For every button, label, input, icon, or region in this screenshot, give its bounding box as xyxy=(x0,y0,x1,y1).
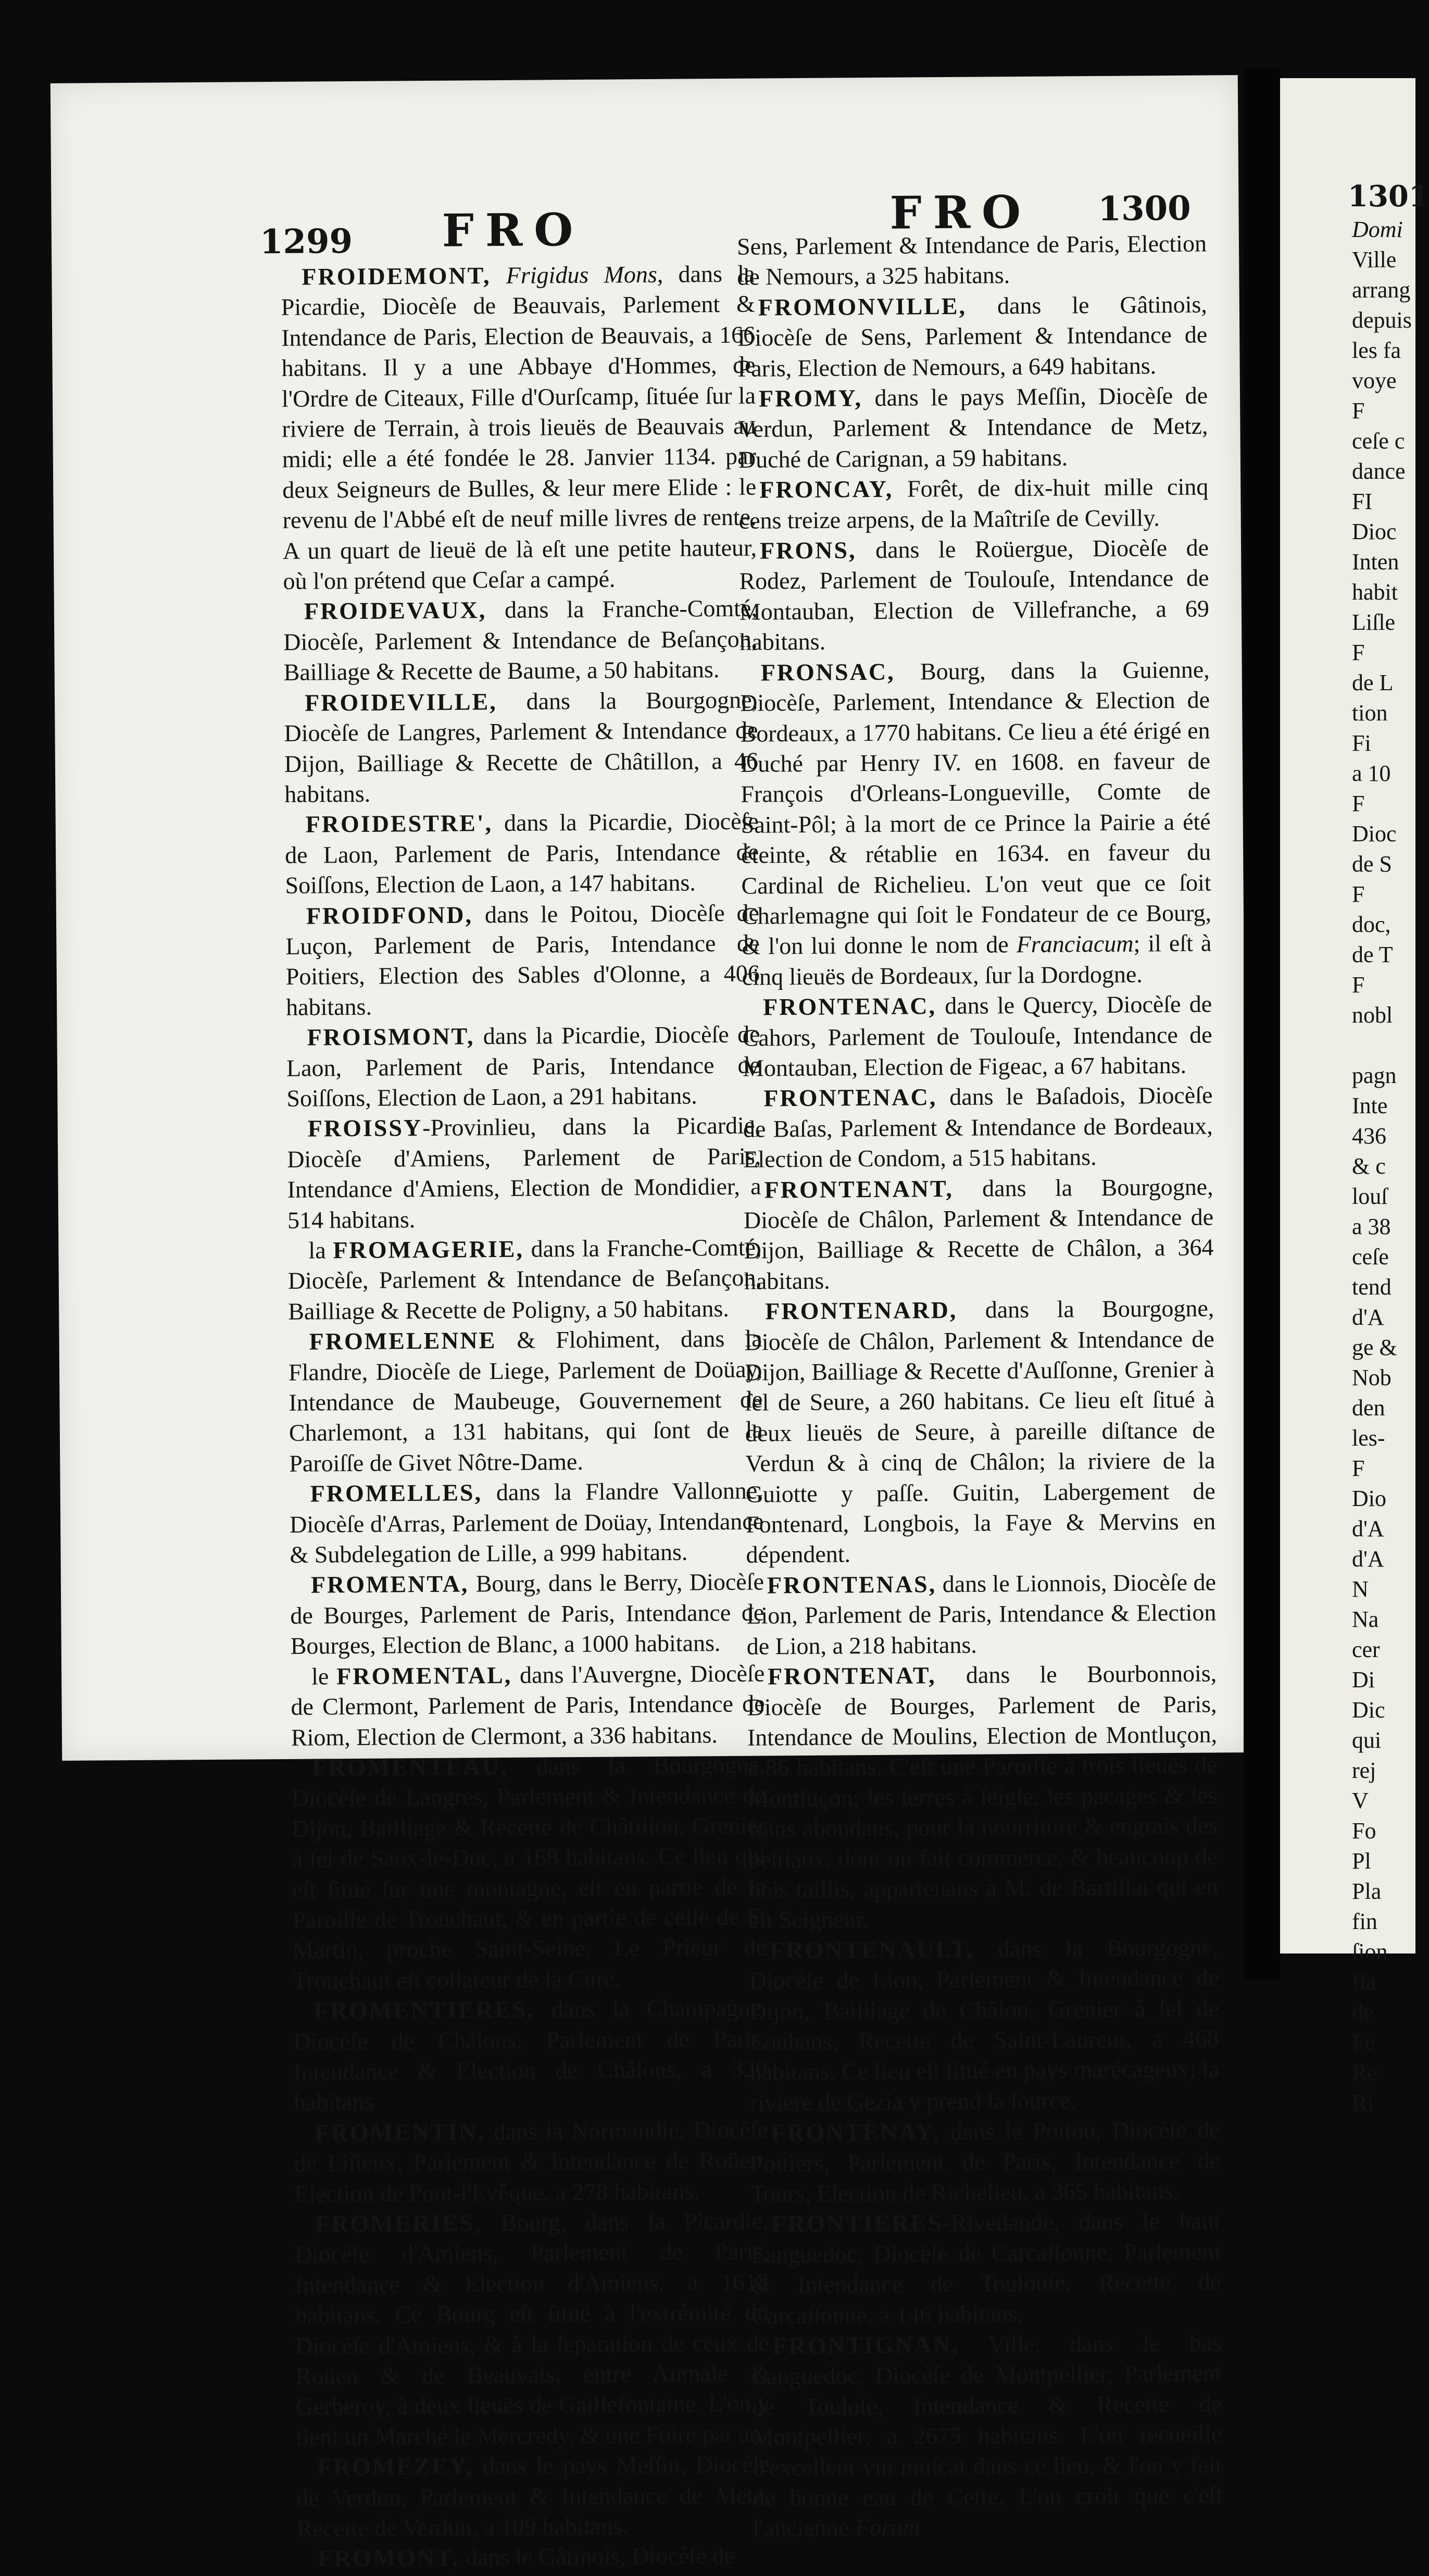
text-column-1 xyxy=(281,259,771,2574)
dictionary-entry xyxy=(283,593,758,688)
entry-headword: FRONTENAC, xyxy=(763,1084,937,1112)
fragment-line: Dio xyxy=(1352,1486,1386,1511)
fragment-line: ceſe xyxy=(1352,1244,1389,1270)
fragment-line: tion xyxy=(1352,700,1388,726)
fragment-line: FI xyxy=(1352,489,1373,514)
running-head-right: FRO xyxy=(889,185,1033,240)
fragment-line: les- xyxy=(1352,1425,1385,1451)
folio-next: 1301 xyxy=(1348,179,1429,214)
fragment-line: pagn xyxy=(1352,1063,1397,1088)
entry-headword: FRONTIERES xyxy=(771,2209,943,2237)
dictionary-entry xyxy=(287,1233,762,1327)
entry-text: Sens, Parlement & Intendance de Paris, Election de Nemours, a 325 habitans. xyxy=(736,230,1207,291)
entry-headword: FROMAGERIE, xyxy=(333,1235,524,1264)
dictionary-entry xyxy=(750,2206,1221,2331)
fragment-line: N xyxy=(1352,1576,1369,1602)
dictionary-entry xyxy=(739,533,1210,658)
entry-headword: FROMENTAL, xyxy=(336,1661,512,1689)
entry-headword: FRONCAY, xyxy=(759,475,894,503)
entry-text: dans la Bourgogne, Diocèſe de Châlon, Parlement & Intendance de Dijon, Bailliage & Recette d'Auſſonne, Grenier à ſel de Seure, a 260 habitans. Ce lieu eſt ſitué à deux lieuës de Seure, à pareille diſtance de Verdun & à cinq de Châlon; la riviere de la Guiotte y paſſe. Guitin, Labergement de Fontenard, Longbois, la Faye & Mervins en dépendent. xyxy=(744,1295,1216,1569)
fragment-line: Ri xyxy=(1352,2090,1374,2115)
entry-headword: FROIDFOND, xyxy=(306,901,473,929)
entry-headword: FROMY, xyxy=(758,384,863,412)
dictionary-entry xyxy=(747,1659,1219,1936)
dictionary-entry xyxy=(288,1324,763,1479)
fragment-line: fin xyxy=(1352,1909,1377,1934)
fragment-line: doc, xyxy=(1352,912,1391,937)
fragment-line: d'A xyxy=(1352,1516,1384,1541)
running-head-left: FRO xyxy=(442,203,585,257)
entry-headword: FROIDEVILLE, xyxy=(304,688,497,716)
fragment-line: de T xyxy=(1352,942,1393,967)
fragment-line: F xyxy=(1352,640,1365,665)
entry-text: dans la Picardie, Diocèſe de Laon, Parlement de Paris, Intendance de Soiſſons, Election de Laon, a 291 habitans. xyxy=(286,1021,761,1112)
entry-headword: FRONTIGNAN, xyxy=(772,2331,960,2359)
entry-headword: FROMEZEY, xyxy=(317,2453,473,2481)
entry-headword: FROMENTIN, xyxy=(315,2118,486,2146)
fragment-line: Fi xyxy=(1352,730,1371,756)
entry-text: dans le Gâtinois, Diocèſe de Sens, Parlement & Intendance de Paris, Election de Nemours, a 649 habitans. xyxy=(737,291,1208,382)
entry-headword: FRONTENANT, xyxy=(764,1175,954,1203)
fragment-line: Inte xyxy=(1352,1093,1388,1118)
fragment-line: fla xyxy=(1352,1969,1376,1995)
entry-headword: FROISSY xyxy=(307,1114,423,1142)
entry-article: la xyxy=(308,1237,333,1264)
entry-text: dans la Franche-Comté, Diocèſe, Parlement & Intendance de Beſançon, Bailliage & Recette de Poligny, a 50 habitans. xyxy=(287,1234,762,1325)
entry-text: dans la Picardie, Diocèſe de Laon, Parlement de Paris, Intendance de Soiſſons, Election de Laon, a 147 habitans. xyxy=(284,807,759,899)
entry-headword: FROMERIES, xyxy=(315,2209,482,2237)
dictionary-entry xyxy=(285,806,759,901)
entry-headword: FROIDEMONT, xyxy=(302,262,491,290)
dictionary-entry xyxy=(291,1749,767,1996)
dictionary-entry xyxy=(296,2449,771,2544)
fragment-line: Di xyxy=(1352,1667,1375,1693)
entry-text: dans le Poitou, Diocèſe de Poitiers, Parlement de Paris, Intendance de Tours, Election de Richelieu, a 365 habitans. xyxy=(750,2116,1220,2207)
entry-text: dans le Lionnois, Diocèſe de Lion, Parlement de Paris, Intendance & Election de Lion, a 218 habitans. xyxy=(746,1569,1217,1660)
fragment-line: Fo xyxy=(1352,1818,1376,1844)
entry-text: Forêt, de dix-huit mille cinq cens treize arpens, de la Maîtriſe de Cevilly. xyxy=(738,473,1209,534)
entry-headword: FROMONVILLE, xyxy=(758,292,967,321)
entry-text: dans la Flandre Vallonne, Diocèſe d'Arras, Parlement de Doüay, Intendance & Subdelegation de Lille, a 999 habitans. xyxy=(289,1477,764,1568)
book-page-right-fragment xyxy=(1280,78,1429,2115)
entry-headword: FROMENTA, xyxy=(310,1570,469,1599)
fragment-line: ſion xyxy=(1352,1939,1388,1964)
entry-headword: FRONSAC, xyxy=(760,658,895,686)
entry-headword: FROMENTEAU, xyxy=(312,1752,509,1781)
entry-text: Bourg, dans la Picardie, Diocèſe d'Amiens, Parlement de Paris, Intendance & Election d'Amiens, a 1612 habitans. Ce Bourg eſt ſitué à l'extrémité du Diocèſe d'Amiens, & à la ſeparation de ceux de Roüen & de Beauvais, entre Aumale & Gerberoy, à deux lieuës de Gaillefontaine. L'on y tient un Marché le Mercredy, & une Foire par an. xyxy=(294,2207,770,2450)
entry-text: & Flohiment, dans la Flandre, Diocèſe de Liege, Parlement de Doüay, Intendance de Maubeuge, Gouvernement de Charlemont, a 131 habitans, qui ſont de la Paroiſſe de Givet Nôtre-Dame. xyxy=(288,1325,763,1477)
entry-latin-name: Frigidus Mons xyxy=(506,260,657,289)
entry-headword: FROISMONT, xyxy=(307,1023,475,1051)
dictionary-entry xyxy=(284,685,759,810)
entry-text: dans la Normandie, Diocèſe de Liſieux, Parlement & Intendance de Roüen, Election de Pont-l'Evêque, a 278 habitans. xyxy=(294,2116,768,2207)
fragment-line: de S xyxy=(1352,851,1392,877)
dictionary-entry xyxy=(291,1658,765,1753)
entry-text: Ville, dans le bas Languedoc, Diocèſe de Montpellier, Parlement de Touloſe, Intendance & Recette de Montpellier, a 2675 habitans. L'on recueille d'excellent vin muſcat dans ce lieu, & l'on y fait de bonne eau de Cette. L'on croit que c'eſt l'ancienne xyxy=(751,2329,1223,2542)
entry-headword: FRONTENAY, xyxy=(771,2118,940,2146)
fragment-line: V xyxy=(1352,1788,1369,1813)
entry-text: dans l'Auvergne, Diocèſe de Clermont, Parlement de Paris, Intendance de Riom, Election de Clermont, a 336 habitans. xyxy=(291,1660,765,1751)
entry-headword: FRONS, xyxy=(759,537,857,564)
dictionary-entry xyxy=(290,1567,764,1662)
entry-headword: FROMELLES, xyxy=(310,1479,483,1507)
entry-text: dans la Champagne, Diocèſe de Châlons, Parlement de Paris, Intendance & Election de Châlons, a 320 habitans xyxy=(293,1994,768,2116)
entry-text: -Provinlieu, dans la Picardie, Diocèſe d'Amiens, Parlement de Paris, Intendance d'Amiens, Election de Mondidier, a 514 habitans. xyxy=(287,1112,761,1234)
dictionary-entry xyxy=(281,259,757,597)
dictionary-entry xyxy=(285,898,760,1023)
entry-text-tail: ; il eſt à cinq lieuës de Bordeaux, ſur la Dordogne. xyxy=(742,929,1212,990)
entry-text: dans le pays Meſſin, Diocèſe de Verdun, Parlement & Intendance de Metz, Duché de Carignan, a 59 habitans. xyxy=(738,382,1208,473)
fragment-line: rej xyxy=(1352,1758,1376,1783)
entry-headword: FRONTENAC, xyxy=(763,992,937,1021)
dictionary-entry xyxy=(746,1567,1217,1662)
entry-text: dans le pays Meſſin, Diocèſe de Verdun, Parlement & Intendance de Metz, Recette de Verdun, a 109 habitans. xyxy=(296,2450,771,2542)
dictionary-entry xyxy=(737,289,1208,384)
fragment-line: a 38 xyxy=(1352,1214,1391,1239)
entry-text: dans la Franche-Comté, Diocèſe, Parlement & Intendance de Beſançon, Bailliage & Recette de Baume, a 50 habitans. xyxy=(283,595,758,686)
entry-text: Bourg, dans la Guienne, Diocèſe, Parlement, Intendance & Election de Bordeaux, a 1770 habitans. Ce lieu a été érigé en Duché par Henry IV. en 1608. en faveur de François d'Orleans-Longueville, Comte de Saint-Pôl; à la mort de ce Prince la Pairie a été éteinte, & rétablie en 1634. en faveur du Cardinal de Richelieu. L'on veut que ce ſoit Charlemagne qui ſoit le Fondateur de ce Bourg, & l'on lui donne le nom de xyxy=(739,656,1212,960)
entry-headword: FRONTENAS, xyxy=(767,1571,937,1599)
entry-headword: FRONTENAT, xyxy=(767,1662,936,1690)
entry-text: dans la Bourgogne, Diocèſe de Châlon, Parlement & Intendance de Dijon, Bailliage & Recette de Châlon, a 364 habitans. xyxy=(743,1173,1214,1295)
entry-text: dans le Quercy, Diocèſe de Cahors, Parlement de Toulouſe, Intendance de Montauban, Election de Figeac, a 67 habitans. xyxy=(742,990,1212,1081)
entry-text: dans le Bourbonnois, Diocèſe de Bourges, Parlement de Paris, Intendance de Moulins, Election de Montluçon, a 86 habitans. C'eſt une Paroiſſe à trois lieuës de Montluçon; les terres à ſeigle, les pacages & les foins abondans, pour la nourriture & engrais des beſtiaux, dont on fait commerce, & beaucoup de bois taillis, appartenans à M. de Bartillat qui en eſt Seigneur. xyxy=(747,1660,1219,1934)
dictionary-entry xyxy=(290,1476,764,1571)
fragment-line: F xyxy=(1352,1455,1365,1481)
entry-headword: FROMONT, xyxy=(317,2544,460,2572)
fragment-line: arrang xyxy=(1352,277,1411,303)
fragment-line: Dioc xyxy=(1352,519,1397,544)
entry-text: Bourg, dans le Berry, Diocèſe de Bourges, Parlement de Paris, Intendance de Bourges, Election de Blanc, a 1000 habitans. xyxy=(290,1568,764,1660)
entry-text: -Rivedande, dans le haut Languedoc, Diocèſe de Carcaſſonne, Parlement & Intendance de Toulouſe, Recette de Carcaſſonne, a 146 habitans. xyxy=(750,2207,1221,2329)
entry-latin-name: Forum xyxy=(855,2513,921,2541)
fragment-line: F xyxy=(1352,881,1365,907)
fragment-line: nobl xyxy=(1352,1002,1393,1028)
entry-text: dans la Bourgogne, Diocèſe de Langres, Parlement & Intendance de Dijon, Bailliage & Recette de Châtillon, Grenier à ſel de Saux-le-Duc, a 168 habitans. Ce lieu qui eſt ſitué ſur une montagne, eſt en partie de la Paroiſſe de Trouchaut, & en partie de celle de S. Martin, proche Saint-Seine. Le Prieur de Trouchaut eſt collateur de la Cure. xyxy=(291,1751,767,1994)
dictionary-entry xyxy=(287,1111,762,1236)
fragment-line: F xyxy=(1352,972,1365,998)
page-gutter xyxy=(1244,68,1280,1980)
entry-text: dans la Bourgogne, Diocèſe de Langres, Parlement & Intendance de Dijon, Bailliage & Recette de Châtillon, a 46 habitans. xyxy=(284,686,759,807)
folio-left: 1299 xyxy=(259,221,353,262)
dictionary-entry xyxy=(738,381,1208,476)
dictionary-entry xyxy=(737,229,1207,293)
fragment-line: Dic xyxy=(1352,1697,1385,1723)
entry-headword: FRONTENAULT, xyxy=(769,1935,974,1964)
fragment-line: de xyxy=(1352,1999,1374,2025)
entry-headword: FROIDEVAUX, xyxy=(304,596,487,625)
fragment-line: voye xyxy=(1352,368,1397,393)
fragment-line: qui xyxy=(1352,1727,1382,1753)
text-column-fragment xyxy=(1352,215,1420,2118)
fragment-line: habit xyxy=(1352,579,1398,605)
fragment-line: de L xyxy=(1352,670,1394,695)
fragment-line: 436 xyxy=(1352,1123,1386,1149)
fragment-line: dance xyxy=(1352,458,1406,484)
entry-text: dans le Gâtinois, Diocèſe de xyxy=(459,2542,735,2571)
fragment-line: den xyxy=(1352,1395,1385,1421)
fragment-line: Nob xyxy=(1352,1365,1392,1390)
dictionary-entry xyxy=(294,2114,768,2209)
entry-text: dans le Poitou, Diocèſe de Luçon, Parlement de Paris, Intendance de Poitiers, Election des Sables d'Olonne, a 406 habitans. xyxy=(285,899,760,1021)
fragment-line: & c xyxy=(1352,1153,1386,1179)
entry-headword: FROMENTIERES, xyxy=(314,1996,535,2024)
dictionary-entry xyxy=(294,2206,770,2453)
entry-headword: FROIDESTRE', xyxy=(305,810,493,838)
fragment-line: ge & xyxy=(1352,1335,1397,1360)
fragment-line: d'A xyxy=(1352,1304,1384,1330)
dictionary-entry xyxy=(749,1932,1220,2118)
fragment-line: depuis xyxy=(1352,307,1412,333)
folio-right: 1300 xyxy=(1098,189,1191,229)
fragment-line: Re xyxy=(1352,2060,1377,2085)
entry-article: le xyxy=(311,1662,337,1690)
fragment-line: Inten xyxy=(1352,549,1399,575)
dictionary-entry xyxy=(286,1019,760,1114)
fragment-line: Dioc xyxy=(1352,821,1397,847)
fragment-line xyxy=(1352,1030,1420,1061)
fragment-line: louſ xyxy=(1352,1184,1388,1209)
fragment-line: Fe xyxy=(1352,2030,1375,2055)
fragment-line: d'A xyxy=(1352,1546,1384,1572)
dictionary-entry xyxy=(751,2328,1223,2544)
text-column-2 xyxy=(737,229,1223,2544)
fragment-line: les fa xyxy=(1352,338,1401,363)
fragment-line: cer xyxy=(1352,1637,1380,1662)
dictionary-entry xyxy=(742,989,1212,1084)
dictionary-entry xyxy=(744,1293,1216,1571)
dictionary-entry xyxy=(743,1172,1214,1297)
book-page-left xyxy=(51,75,1249,2572)
entry-text: dans le Roüergue, Diocèſe de Rodez, Parlement de Toulouſe, Intendance de Montauban, Election de Villefranche, a 69 habitans. xyxy=(739,534,1210,656)
fragment-line: Pl xyxy=(1352,1848,1371,1874)
entry-headword: FROMELENNE xyxy=(309,1327,497,1355)
fragment-line: tend xyxy=(1352,1274,1392,1300)
dictionary-entry xyxy=(743,1080,1213,1175)
fragment-line: Pla xyxy=(1352,1878,1382,1904)
fragment-line: F xyxy=(1352,398,1365,424)
dictionary-entry xyxy=(293,1993,768,2118)
fragment-line: F xyxy=(1352,791,1365,816)
entry-text: dans la Bourgogne, Diocèſe de Lion, Parlement & Intendance de Dijon, Bailliage de Châlon, Grenier à ſel de Louhans, Recette de Saint-Laurent, a 468 habitans. Ce lieu eſt ſitué en pays marécageux; la riviere de Gezia y prend ſa ſource. xyxy=(749,1934,1220,2116)
fragment-line: a 10 xyxy=(1352,761,1391,786)
fragment-line: Ville xyxy=(1352,247,1397,272)
dictionary-entry xyxy=(750,2115,1220,2210)
dictionary-entry xyxy=(297,2541,771,2574)
entry-text: , dans la Picardie, Diocèſe de Beauvais, Parlement & Intendance de Paris, Election de Beauvais, a 166 habitans. Il y a une Abbaye d'Hommes, de l'Ordre de Citeaux, Fille d'Ourſcamp, ſituée ſur la riviere de Terrain, à trois lieuës de Beauvais au midi; elle a été fondée le 28. Janvier 1134. par deux Seigneurs de Bulles, & leur mere Elide : le revenu de l'Abbé eſt de neuf mille livres de rente. A un quart de lieuë de là eſt une petite hauteur, où l'on prétend que Ceſar a campé. xyxy=(281,260,757,594)
dictionary-entry xyxy=(738,472,1209,536)
entry-latin-name: Franciacum xyxy=(1016,930,1134,958)
fragment-line: Liſle xyxy=(1352,609,1396,635)
fragment-line: Domi xyxy=(1352,217,1403,242)
entry-headword: FRONTENARD, xyxy=(765,1297,958,1325)
fragment-line: ceſe c xyxy=(1352,428,1405,454)
entry-text: dans le Baſadois, Diocèſe de Baſas, Parlement & Intendance de Bordeaux, Election de Condom, a 515 habitans. xyxy=(743,1081,1213,1173)
dictionary-entry xyxy=(740,654,1212,992)
fragment-line: Na xyxy=(1352,1607,1379,1632)
